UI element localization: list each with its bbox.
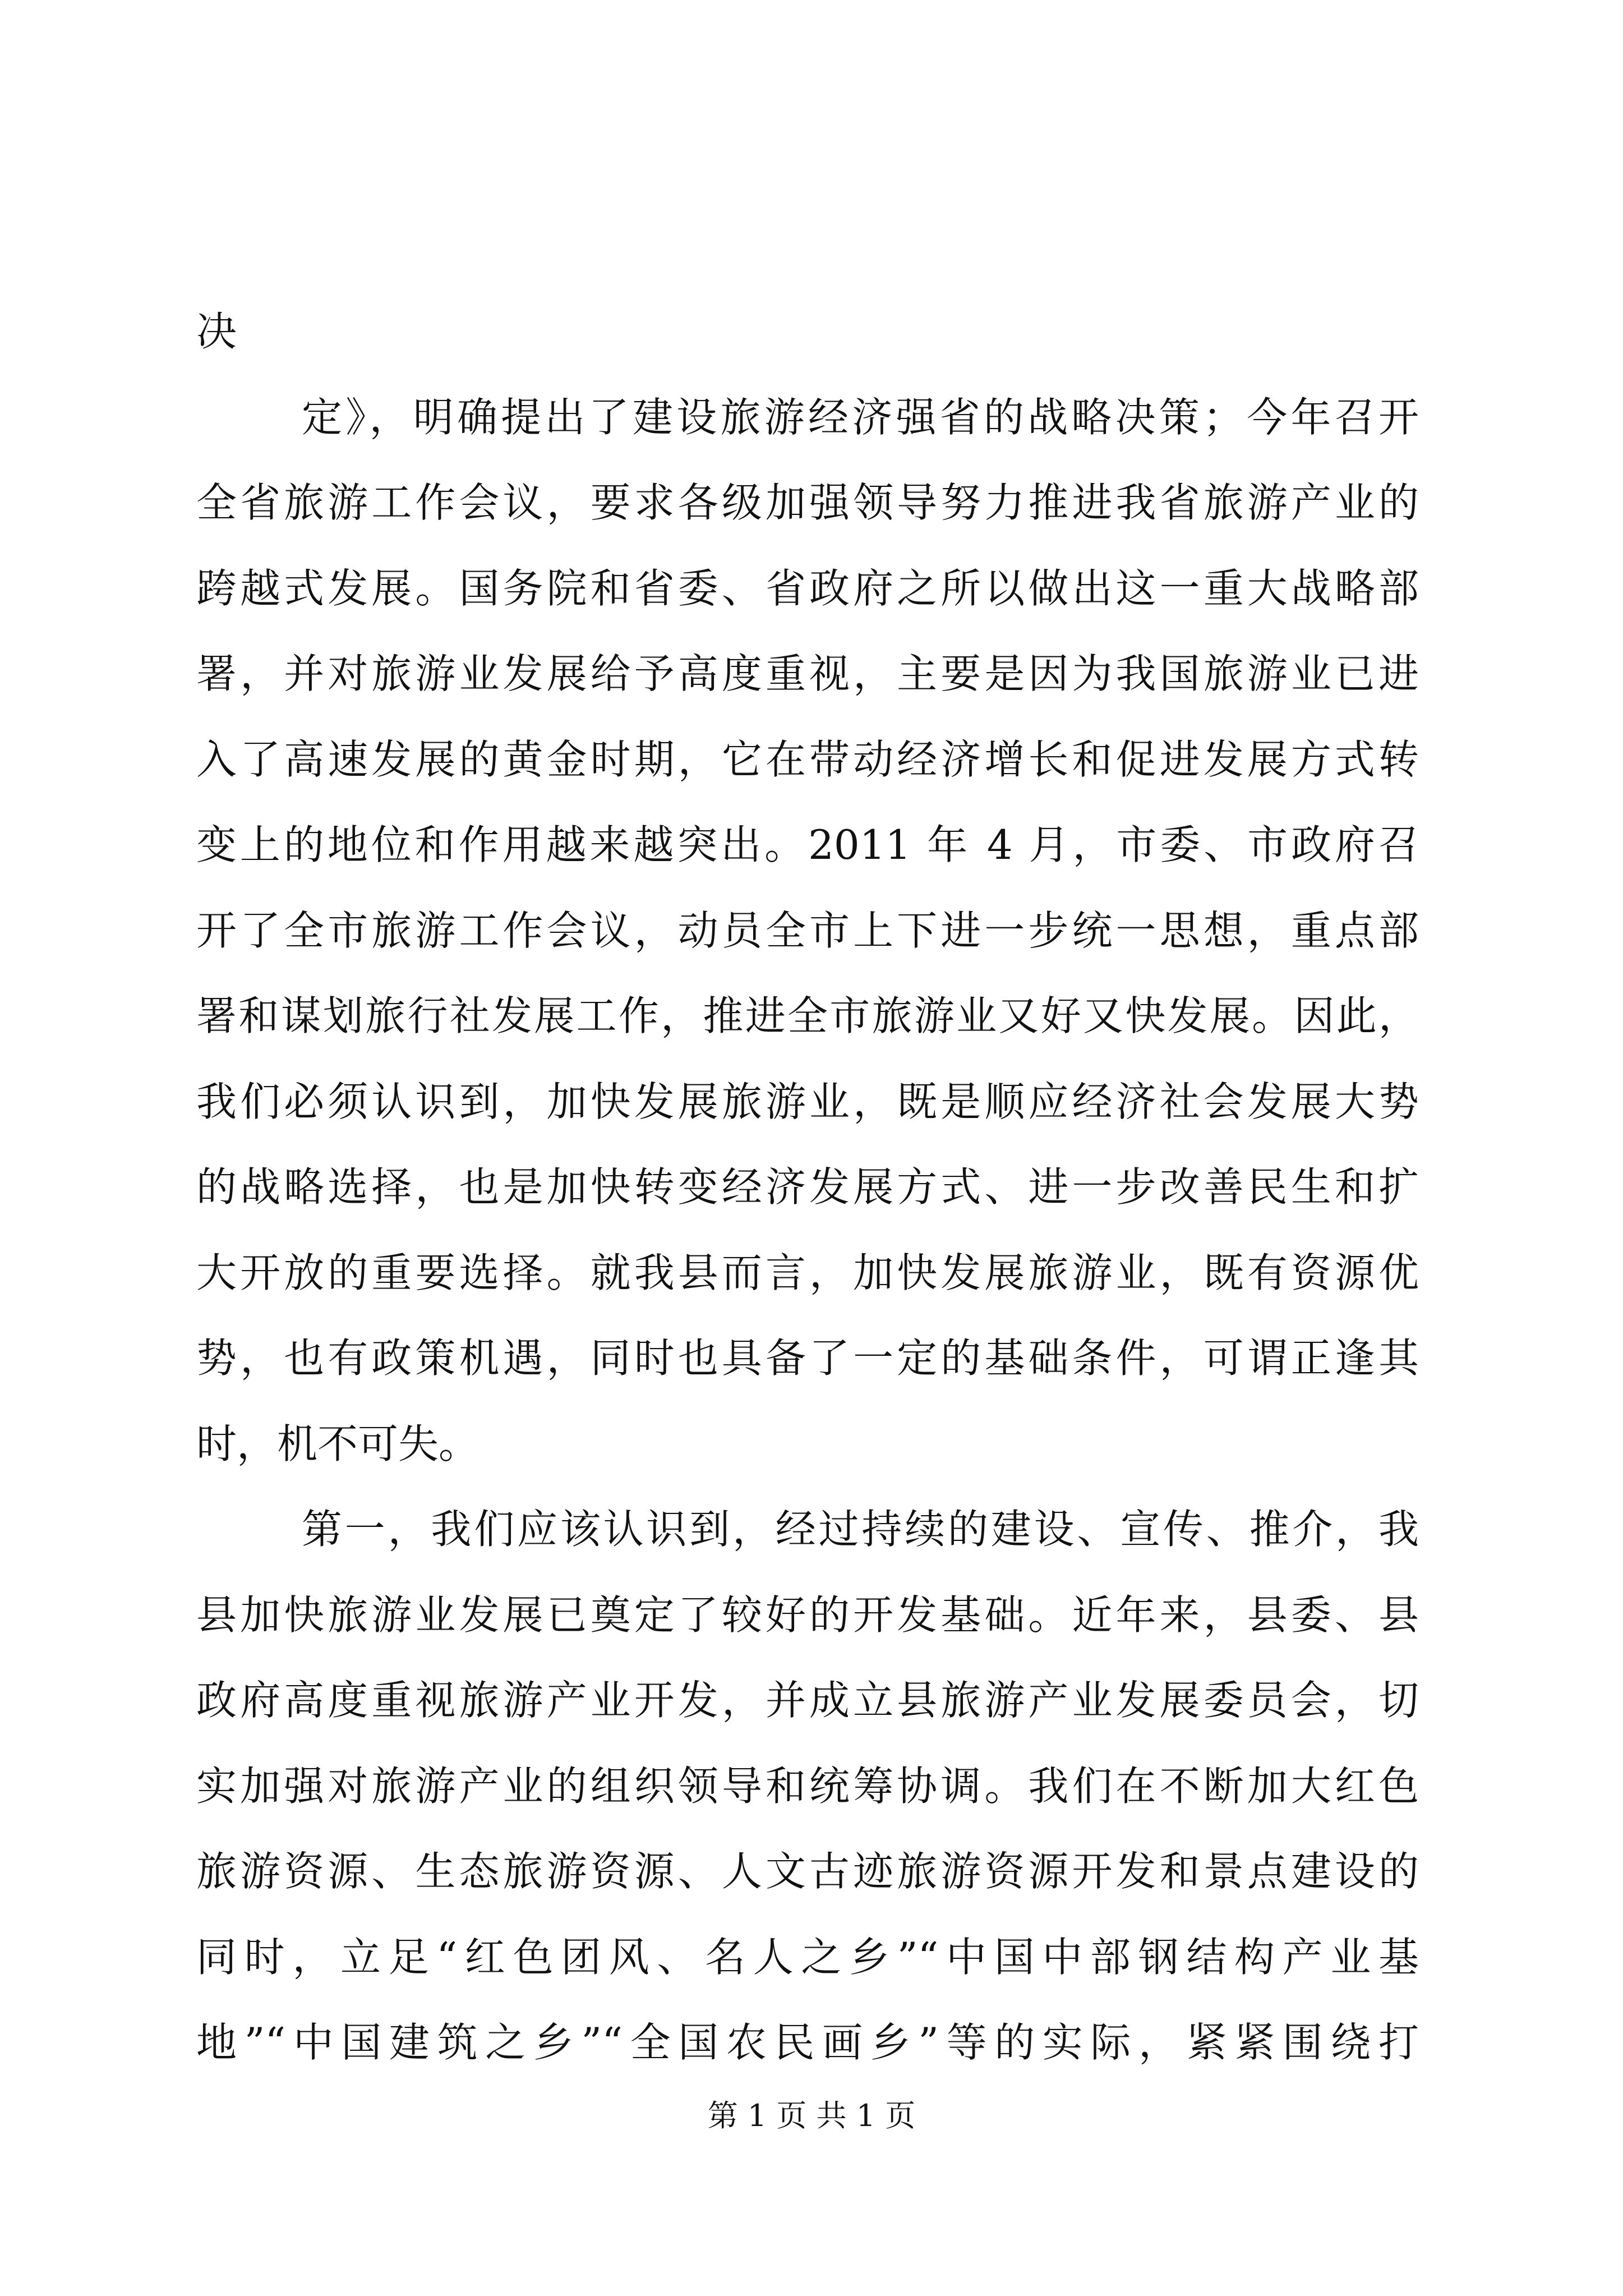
text-line: 定》，明确提出了建设旅游经济强省的战略决策；今年召开 bbox=[302, 394, 1419, 441]
text-line: 开了全市旅游工作会议，动员全市上下进一步统一思想，重点部 bbox=[196, 907, 1419, 954]
text-line: 地”“中国建筑之乡”“全国农民画乡”等的实际，紧紧围绕打 bbox=[196, 2019, 1419, 2066]
text-line: 时，机不可失。 bbox=[196, 1420, 479, 1467]
text-line: 县加快旅游业发展已奠定了较好的开发基础。近年来，县委、县 bbox=[196, 1591, 1419, 1639]
text-line: 第一，我们应该认识到，经过持续的建设、宣传、推介，我 bbox=[302, 1506, 1419, 1553]
text-line: 全省旅游工作会议，要求各级加强领导努力推进我省旅游产业的 bbox=[196, 479, 1419, 526]
text-line: 政府高度重视旅游产业开发，并成立县旅游产业发展委员会，切 bbox=[196, 1677, 1419, 1724]
text-line: 的战略选择，也是加快转变经济发展方式、进一步改善民生和扩 bbox=[196, 1163, 1419, 1211]
text-line: 入了高速发展的黄金时期，它在带动经济增长和促进发展方式转 bbox=[196, 736, 1419, 783]
text-line: 我们必须认识到，加快发展旅游业，既是顺应经济社会发展大势 bbox=[196, 1078, 1419, 1125]
text-line: 大开放的重要选择。就我县而言，加快发展旅游业，既有资源优 bbox=[196, 1249, 1419, 1296]
text-line: 旅游资源、生态旅游资源、人文古迹旅游资源开发和景点建设的 bbox=[196, 1848, 1419, 1895]
text-line: 跨越式发展。国务院和省委、省政府之所以做出这一重大战略部 bbox=[196, 565, 1419, 612]
text-line: 决 bbox=[196, 308, 237, 355]
page-number-footer: 第 1 页 共 1 页 bbox=[707, 2098, 916, 2133]
text-line: 实加强对旅游产业的组织领导和统筹协调。我们在不断加大红色 bbox=[196, 1763, 1419, 1810]
text-line: 署，并对旅游业发展给予高度重视，主要是因为我国旅游业已进 bbox=[196, 650, 1419, 697]
text-line: 变上的地位和作用越来越突出。2011 年 4 月，市委、市政府召 bbox=[196, 821, 1419, 868]
text-line: 署和谋划旅行社发展工作，推进全市旅游业又好又快发展。因此， bbox=[196, 992, 1419, 1039]
text-line: 势，也有政策机遇，同时也具备了一定的基础条件，可谓正逢其 bbox=[196, 1335, 1419, 1382]
text-line: 同时，立足“红色团风、名人之乡”“中国中部钢结构产业基 bbox=[196, 1934, 1419, 1981]
